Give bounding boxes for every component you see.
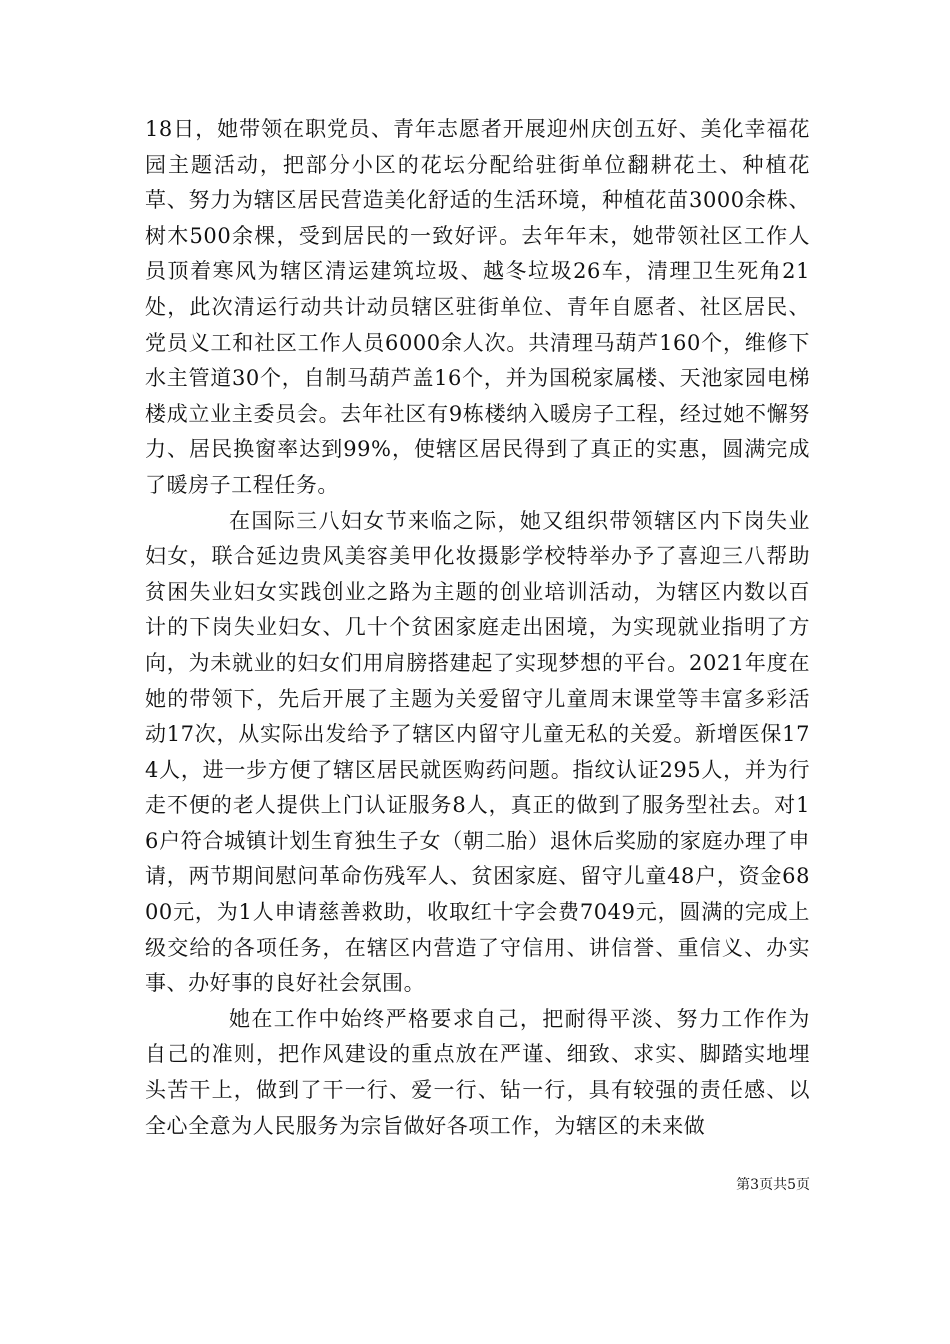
document-body bbox=[145, 112, 810, 1144]
paragraph-1: 18日，她带领在职党员、青年志愿者开展迎州庆创五好、美化幸福花园主题活动，把部分小区的花坛分配给驻街单位翻耕花土、种植花草、努力为辖区居民营造美化舒适的生活环境，种植花苗3000余株、树木500余棵，受到居民的一致好评。去年年末，她带领社区工作人员顶着寒风为辖区清运建筑垃圾、越冬垃圾26车，清理卫生死角21处，此次清运行动共计动员辖区驻街单位、青年自愿者、社区居民、党员义工和社区工作人员6000余人次。共清理马葫芦160个，维修下水主管道30个，自制马葫芦盖16个，并为国税家属楼、天池家园电梯楼成立业主委员会。去年社区有9栋楼纳入暖房子工程，经过她不懈努力、居民换窗率达到99%，使辖区居民得到了真正的实惠，圆满完成了暖房子工程任务。 bbox=[145, 117, 810, 497]
paragraph-3: 她在工作中始终严格要求自己，把耐得平淡、努力工作作为自己的准则，把作风建设的重点放在严谨、细致、求实、脚踏实地埋头苦干上，做到了干一行、爱一行、钻一行，具有较强的责任感、以全心全意为人民服务为宗旨做好各项工作，为辖区的未来做 bbox=[145, 1006, 810, 1138]
page-number: 第3页共5页 bbox=[736, 1177, 810, 1193]
paragraph-2: 在国际三八妇女节来临之际，她又组织带领辖区内下岗失业妇女，联合延边贵风美容美甲化妆摄影学校特举办予了喜迎三八帮助贫困失业妇女实践创业之路为主题的创业培训活动，为辖区内数以百计的下岗失业妇女、几十个贫困家庭走出困境，为实现就业指明了方向，为未就业的妇女们用肩膀搭建起了实现梦想的平台。2021年度在她的带领下，先后开展了主题为关爱留守儿童周末课堂等丰富多彩活动17次，从实际出发给予了辖区内留守儿童无私的关爱。新增医保174人，进一步方便了辖区居民就医购药问题。指纹认证295人，并为行走不便的老人提供上门认证服务8人，真正的做到了服务型社去。对16户符合城镇计划生育独生子女（朝二胎）退休后奖励的家庭办理了申请，两节期间慰问革命伤残军人、贫困家庭、留守儿童48户，资金6800元，为1人申请慈善救助，收取红十字会费7049元，圆满的完成上级交给的各项任务，在辖区内营造了守信用、讲信誉、重信义、办实事、办好事的良好社会氛围。 bbox=[145, 508, 810, 996]
